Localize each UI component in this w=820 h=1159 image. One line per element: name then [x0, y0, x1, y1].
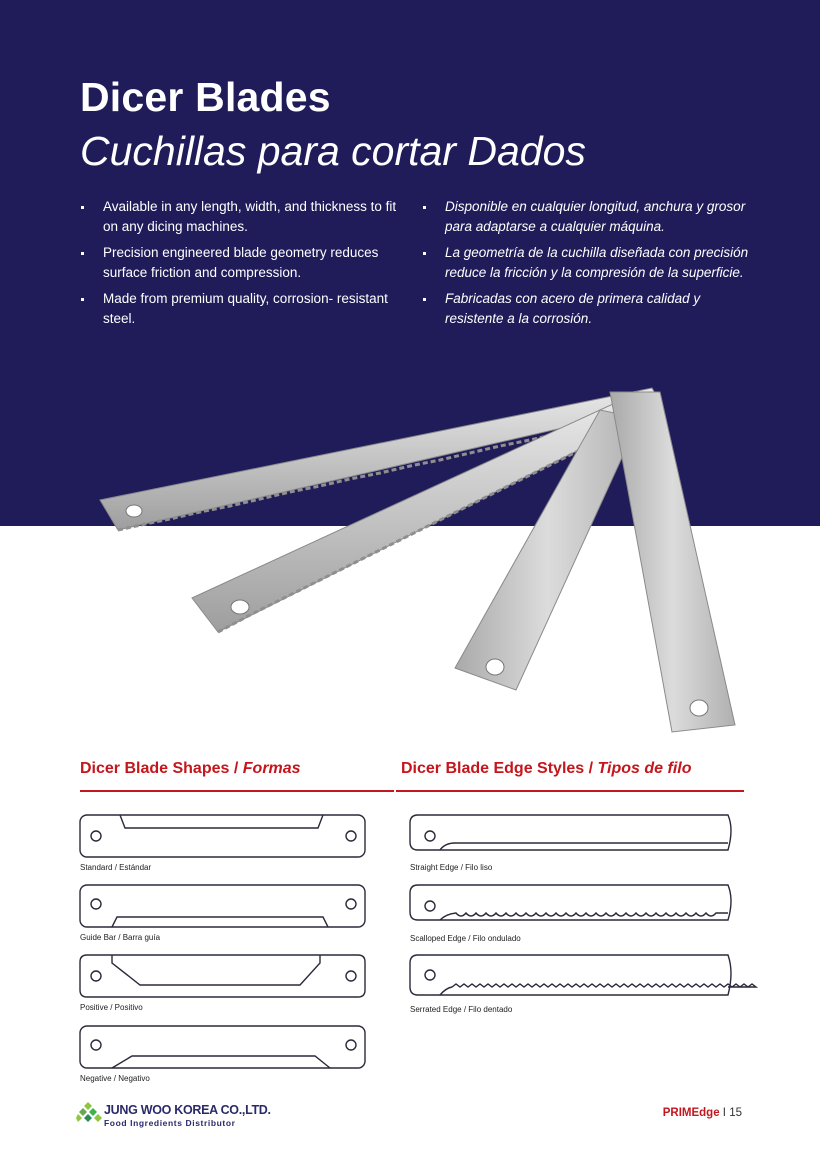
shape-guide-bar-diagram [80, 885, 365, 927]
shapes-heading-en: Dicer Blade Shapes [80, 760, 230, 777]
shape-caption-negative: Negative / Negativo [80, 1074, 150, 1083]
shape-caption-guide-bar: Guide Bar / Barra guía [80, 933, 161, 942]
shape-negative-diagram [80, 1026, 365, 1068]
company-tagline: Food Ingredients Distributor [104, 1118, 236, 1128]
page-number: 15 [729, 1107, 742, 1119]
page-title: Dicer Blades [80, 74, 331, 120]
edge-straight-diagram [410, 815, 731, 850]
company-name: JUNG WOO KOREA CO.,LTD. [104, 1103, 271, 1117]
company-logo-icon [76, 1100, 102, 1126]
feature-item: Precision engineered blade geometry reduces surface friction and compression. [79, 243, 409, 283]
heading-separator: / [588, 760, 594, 777]
page-subtitle: Cuchillas para cortar Dados [80, 128, 586, 174]
feature-item: La geometría de la cuchilla diseñada con precisión reduce la fricción y la compresión de la superficie. [421, 243, 751, 283]
edge-caption-scalloped: Scalloped Edge / Filo ondulado [410, 934, 521, 943]
feature-item: Made from premium quality, corrosion- resistant steel. [79, 289, 409, 329]
shape-standard-diagram [80, 815, 365, 857]
feature-item: Disponible en cualquier longitud, anchura y grosor para adaptarse a cualquier máquina. [421, 197, 751, 237]
edge-caption-straight: Straight Edge / Filo liso [410, 863, 493, 872]
brand-name: PRIMEdge [662, 1107, 720, 1119]
edges-heading-en: Dicer Blade Edge Styles [401, 760, 585, 777]
heading-separator: / [233, 760, 239, 777]
edge-caption-serrated: Serrated Edge / Filo dentado [410, 1005, 513, 1014]
feature-item: Fabricadas con acero de primera calidad y resistente a la corrosión. [421, 289, 751, 329]
feature-item: Available in any length, width, and thickness to fit on any dicing machines. [79, 197, 409, 237]
page-divider: I [722, 1107, 726, 1119]
edges-heading-es: Tipos de filo [597, 760, 692, 777]
edge-scalloped-diagram [410, 885, 731, 920]
shape-caption-positive: Positive / Positivo [80, 1003, 143, 1012]
shape-positive-diagram [80, 955, 365, 997]
edge-serrated-diagram [410, 955, 756, 995]
shapes-heading-es: Formas [242, 760, 301, 777]
page-reference [663, 1107, 742, 1119]
shape-caption-standard: Standard / Estándar [80, 863, 152, 872]
